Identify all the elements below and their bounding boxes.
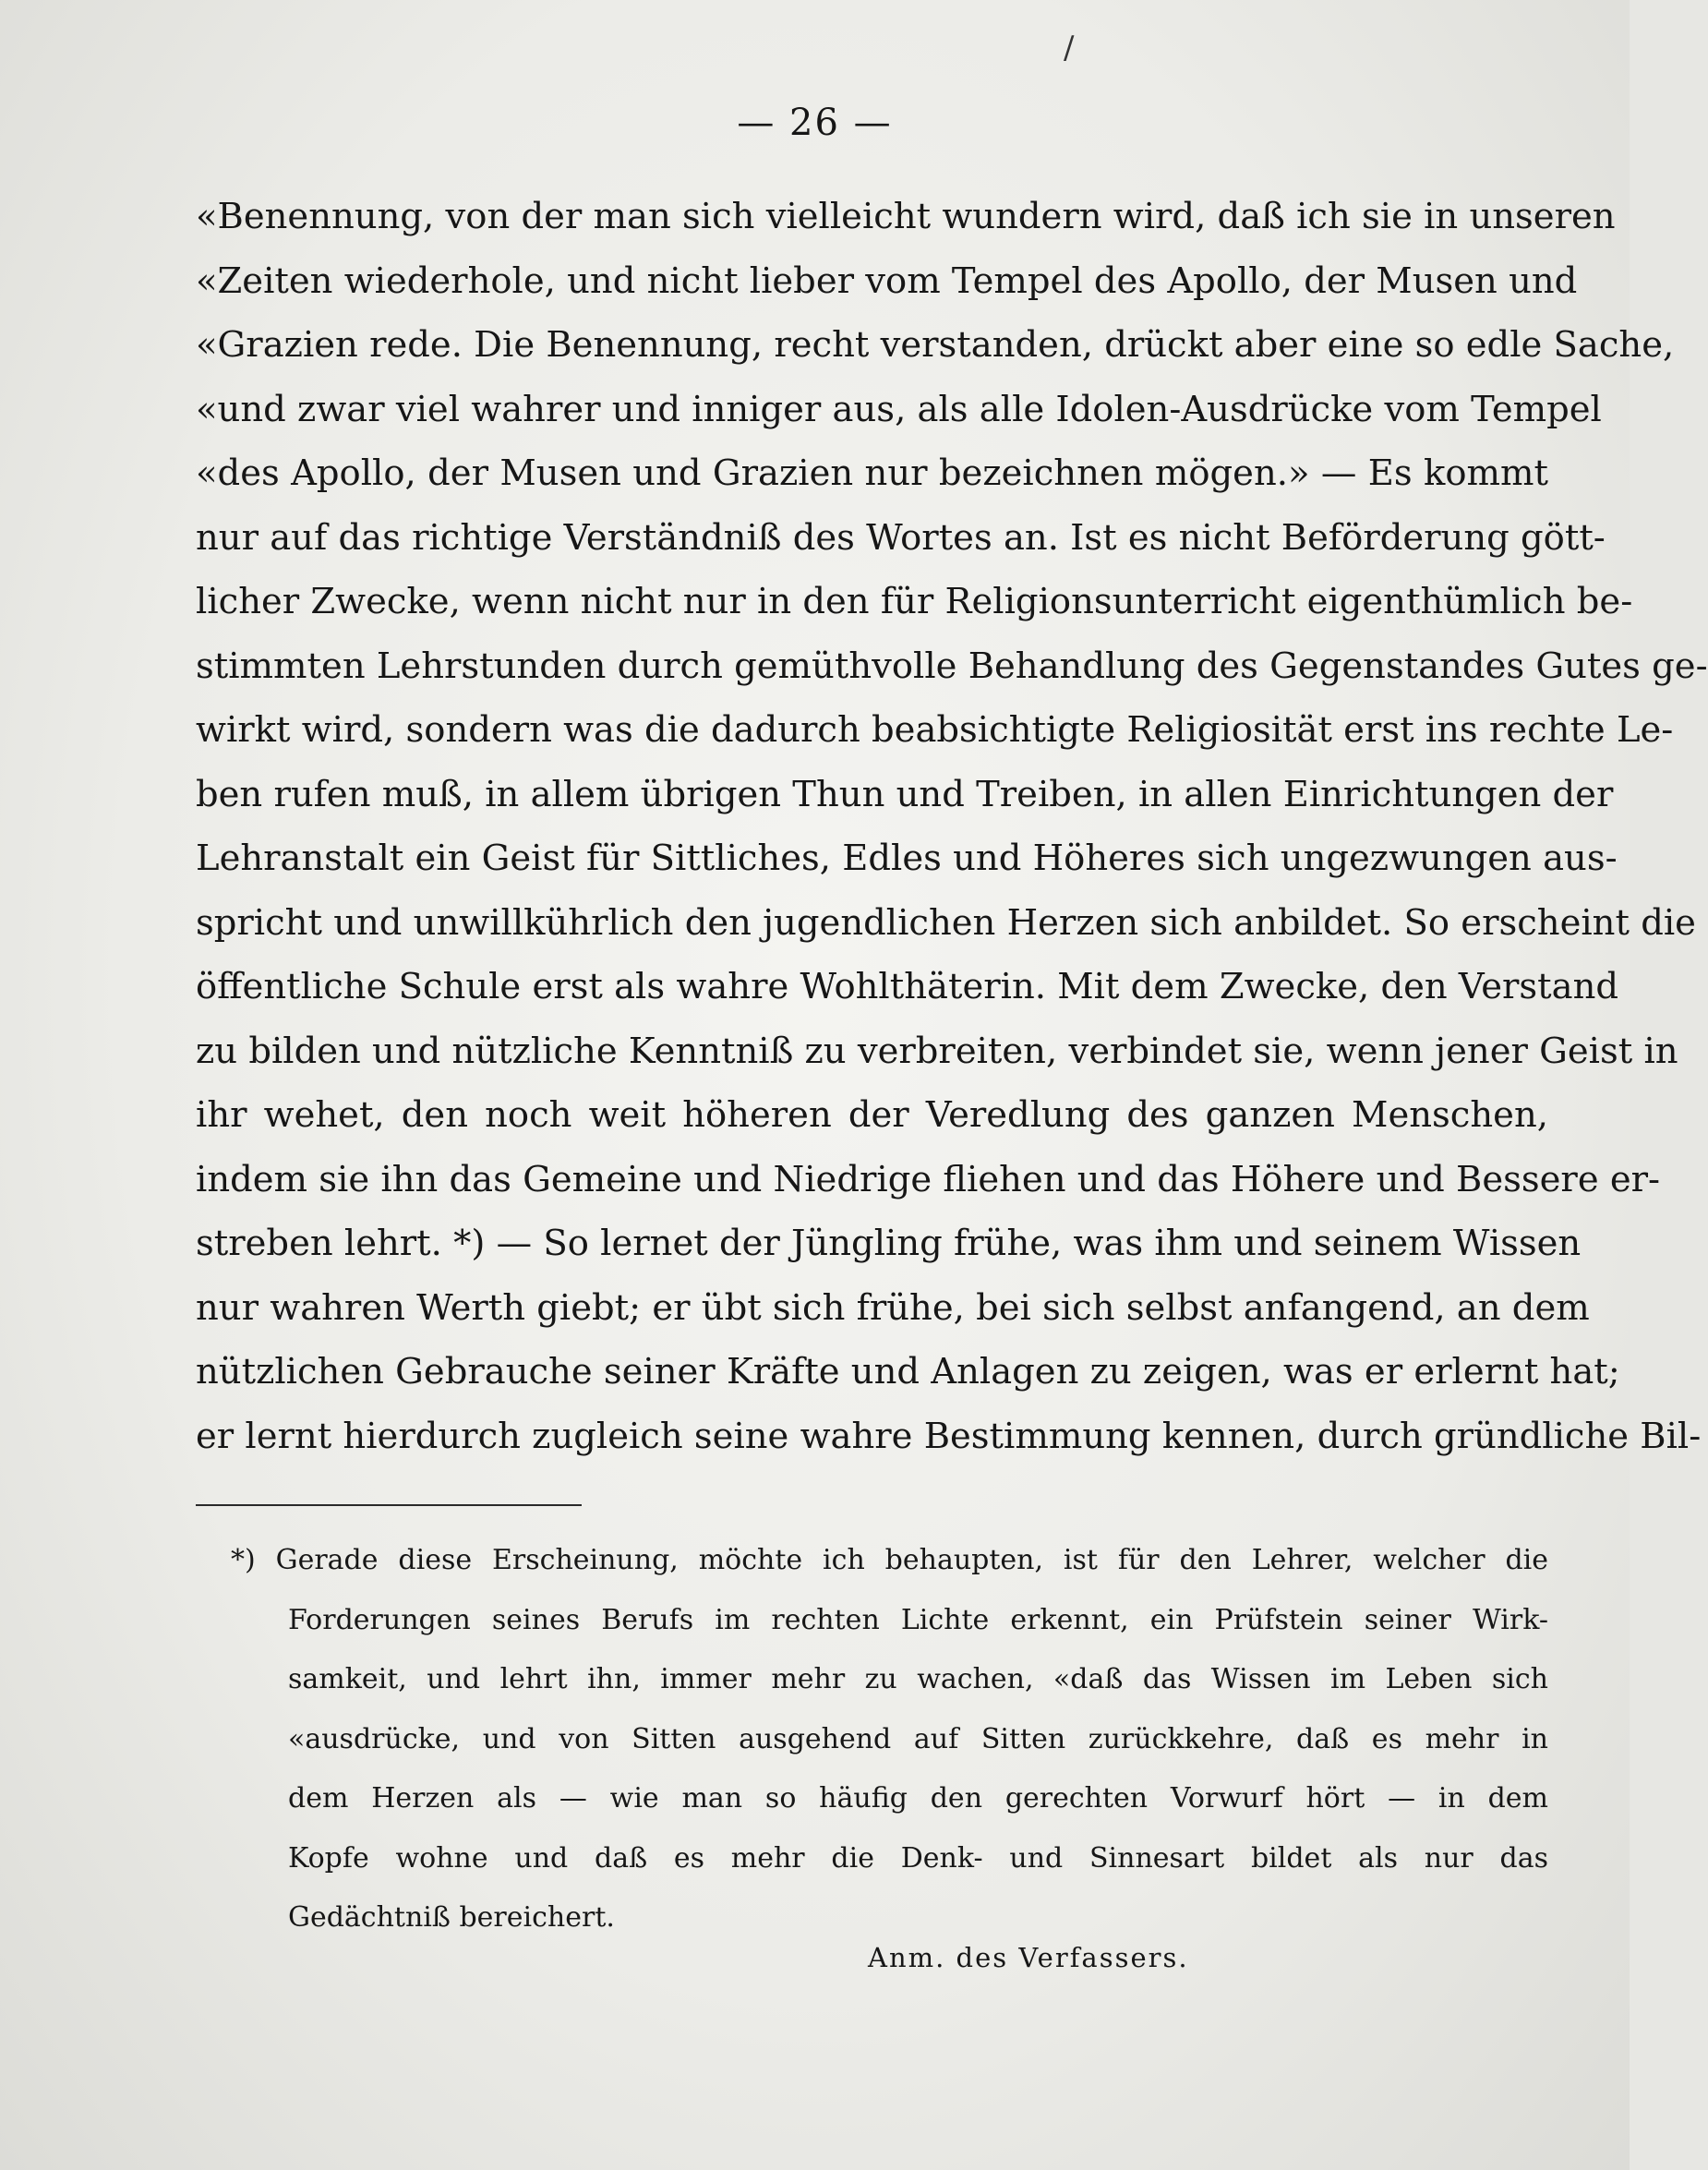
text-line: licher Zwecke, wenn nicht nur in den für Religionsunterricht eigenthümlich be- <box>196 581 1633 622</box>
footnote-line: dem Herzen als — wie man so häufig den gerechten Vorwurf hört — in dem <box>288 1782 1548 1814</box>
text-line: Lehranstalt ein Geist für Sittliches, Edles und Höheres sich ungezwungen aus- <box>196 838 1618 879</box>
text-line: indem sie ihn das Gemeine und Niedrige fliehen und das Höhere und Bessere er- <box>196 1158 1661 1200</box>
text-line: er lernt hierdurch zugleich seine wahre Bestimmung kennen, durch gründliche Bil- <box>196 1415 1702 1457</box>
main-text <box>196 185 1708 1468</box>
footnote-line: *) Gerade diese Erscheinung, möchte ich behaupten, ist für den Lehrer, welcher die <box>231 1544 1548 1576</box>
text-line: nur wahren Werth giebt; er übt sich frühe, bei sich selbst anfangend, an dem <box>196 1286 1590 1329</box>
text-line: streben lehrt. *) — So lernet der Jüngling frühe, was ihm und seinem Wissen <box>196 1223 1582 1264</box>
text-line: öffentliche Schule erst als wahre Wohlthäterin. Mit dem Zwecke, den Verstand <box>196 966 1619 1007</box>
text-line: stimmten Lehrstunden durch gemüthvolle Behandlung des Gegenstandes Gutes ge- <box>196 645 1708 687</box>
footnote-line: samkeit, und lehrt ihn, immer mehr zu wachen, «daß das Wissen im Leben sich <box>288 1663 1548 1695</box>
footnote-divider <box>196 1504 582 1506</box>
text-line: zu bilden und nützliche Kenntniß zu verbreiten, verbindet sie, wenn jener Geist in <box>196 1030 1678 1072</box>
text-line: wirkt wird, sondern was die dadurch beabsichtigte Religiosität erst ins rechte Le- <box>196 709 1674 751</box>
footnote-line: Gedächtniß bereichert. <box>288 1901 615 1934</box>
text-line: nützlichen Gebrauche seiner Kräfte und Anlagen zu zeigen, was er erlernt hat; <box>196 1351 1620 1392</box>
text-line: spricht und unwillkührlich den jugendlichen Herzen sich anbildet. So erscheint die <box>196 901 1696 944</box>
text-line: «Zeiten wiederhole, und nicht lieber vom Tempel des Apollo, der Musen und <box>196 259 1578 302</box>
footnote-signature: Anm. des Verfassers. <box>868 1942 1189 1973</box>
text-line: ben rufen muß, in allem übrigen Thun und Treiben, in allen Einrichtungen der <box>196 773 1614 815</box>
footnote-line: «ausdrücke, und von Sitten ausgehend auf Sitten zurückkehre, daß es mehr in <box>288 1722 1548 1755</box>
footnote-line: Forderungen seines Berufs im rechten Lichte erkennt, ein Prüfstein seiner Wirk- <box>288 1603 1548 1636</box>
text-line: nur auf das richtige Verständniß des Wortes an. Ist es nicht Beförderung gött- <box>196 516 1606 559</box>
text-line: «Grazien rede. Die Benennung, recht verstanden, drückt aber eine so edle Sache, <box>196 324 1675 366</box>
text-line: ihr wehet, den noch weit höheren der Veredlung des ganzen Menschen, <box>196 1094 1548 1136</box>
footnote-line: Kopfe wohne und daß es mehr die Denk- und Sinnesart bildet als nur das <box>288 1841 1548 1875</box>
page-number: — 26 — <box>737 102 893 144</box>
text-line: «des Apollo, der Musen und Grazien nur bezeichnen mögen.» — Es kommt <box>196 452 1548 494</box>
stray-mark: / <box>1064 30 1075 66</box>
text-line: «und zwar viel wahrer und inniger aus, als alle Idolen-Ausdrücke vom Tempel <box>196 388 1602 430</box>
text-line: «Benennung, von der man sich vielleicht wundern wird, daß ich sie in unseren <box>196 196 1616 237</box>
footnote <box>196 1531 1548 1948</box>
